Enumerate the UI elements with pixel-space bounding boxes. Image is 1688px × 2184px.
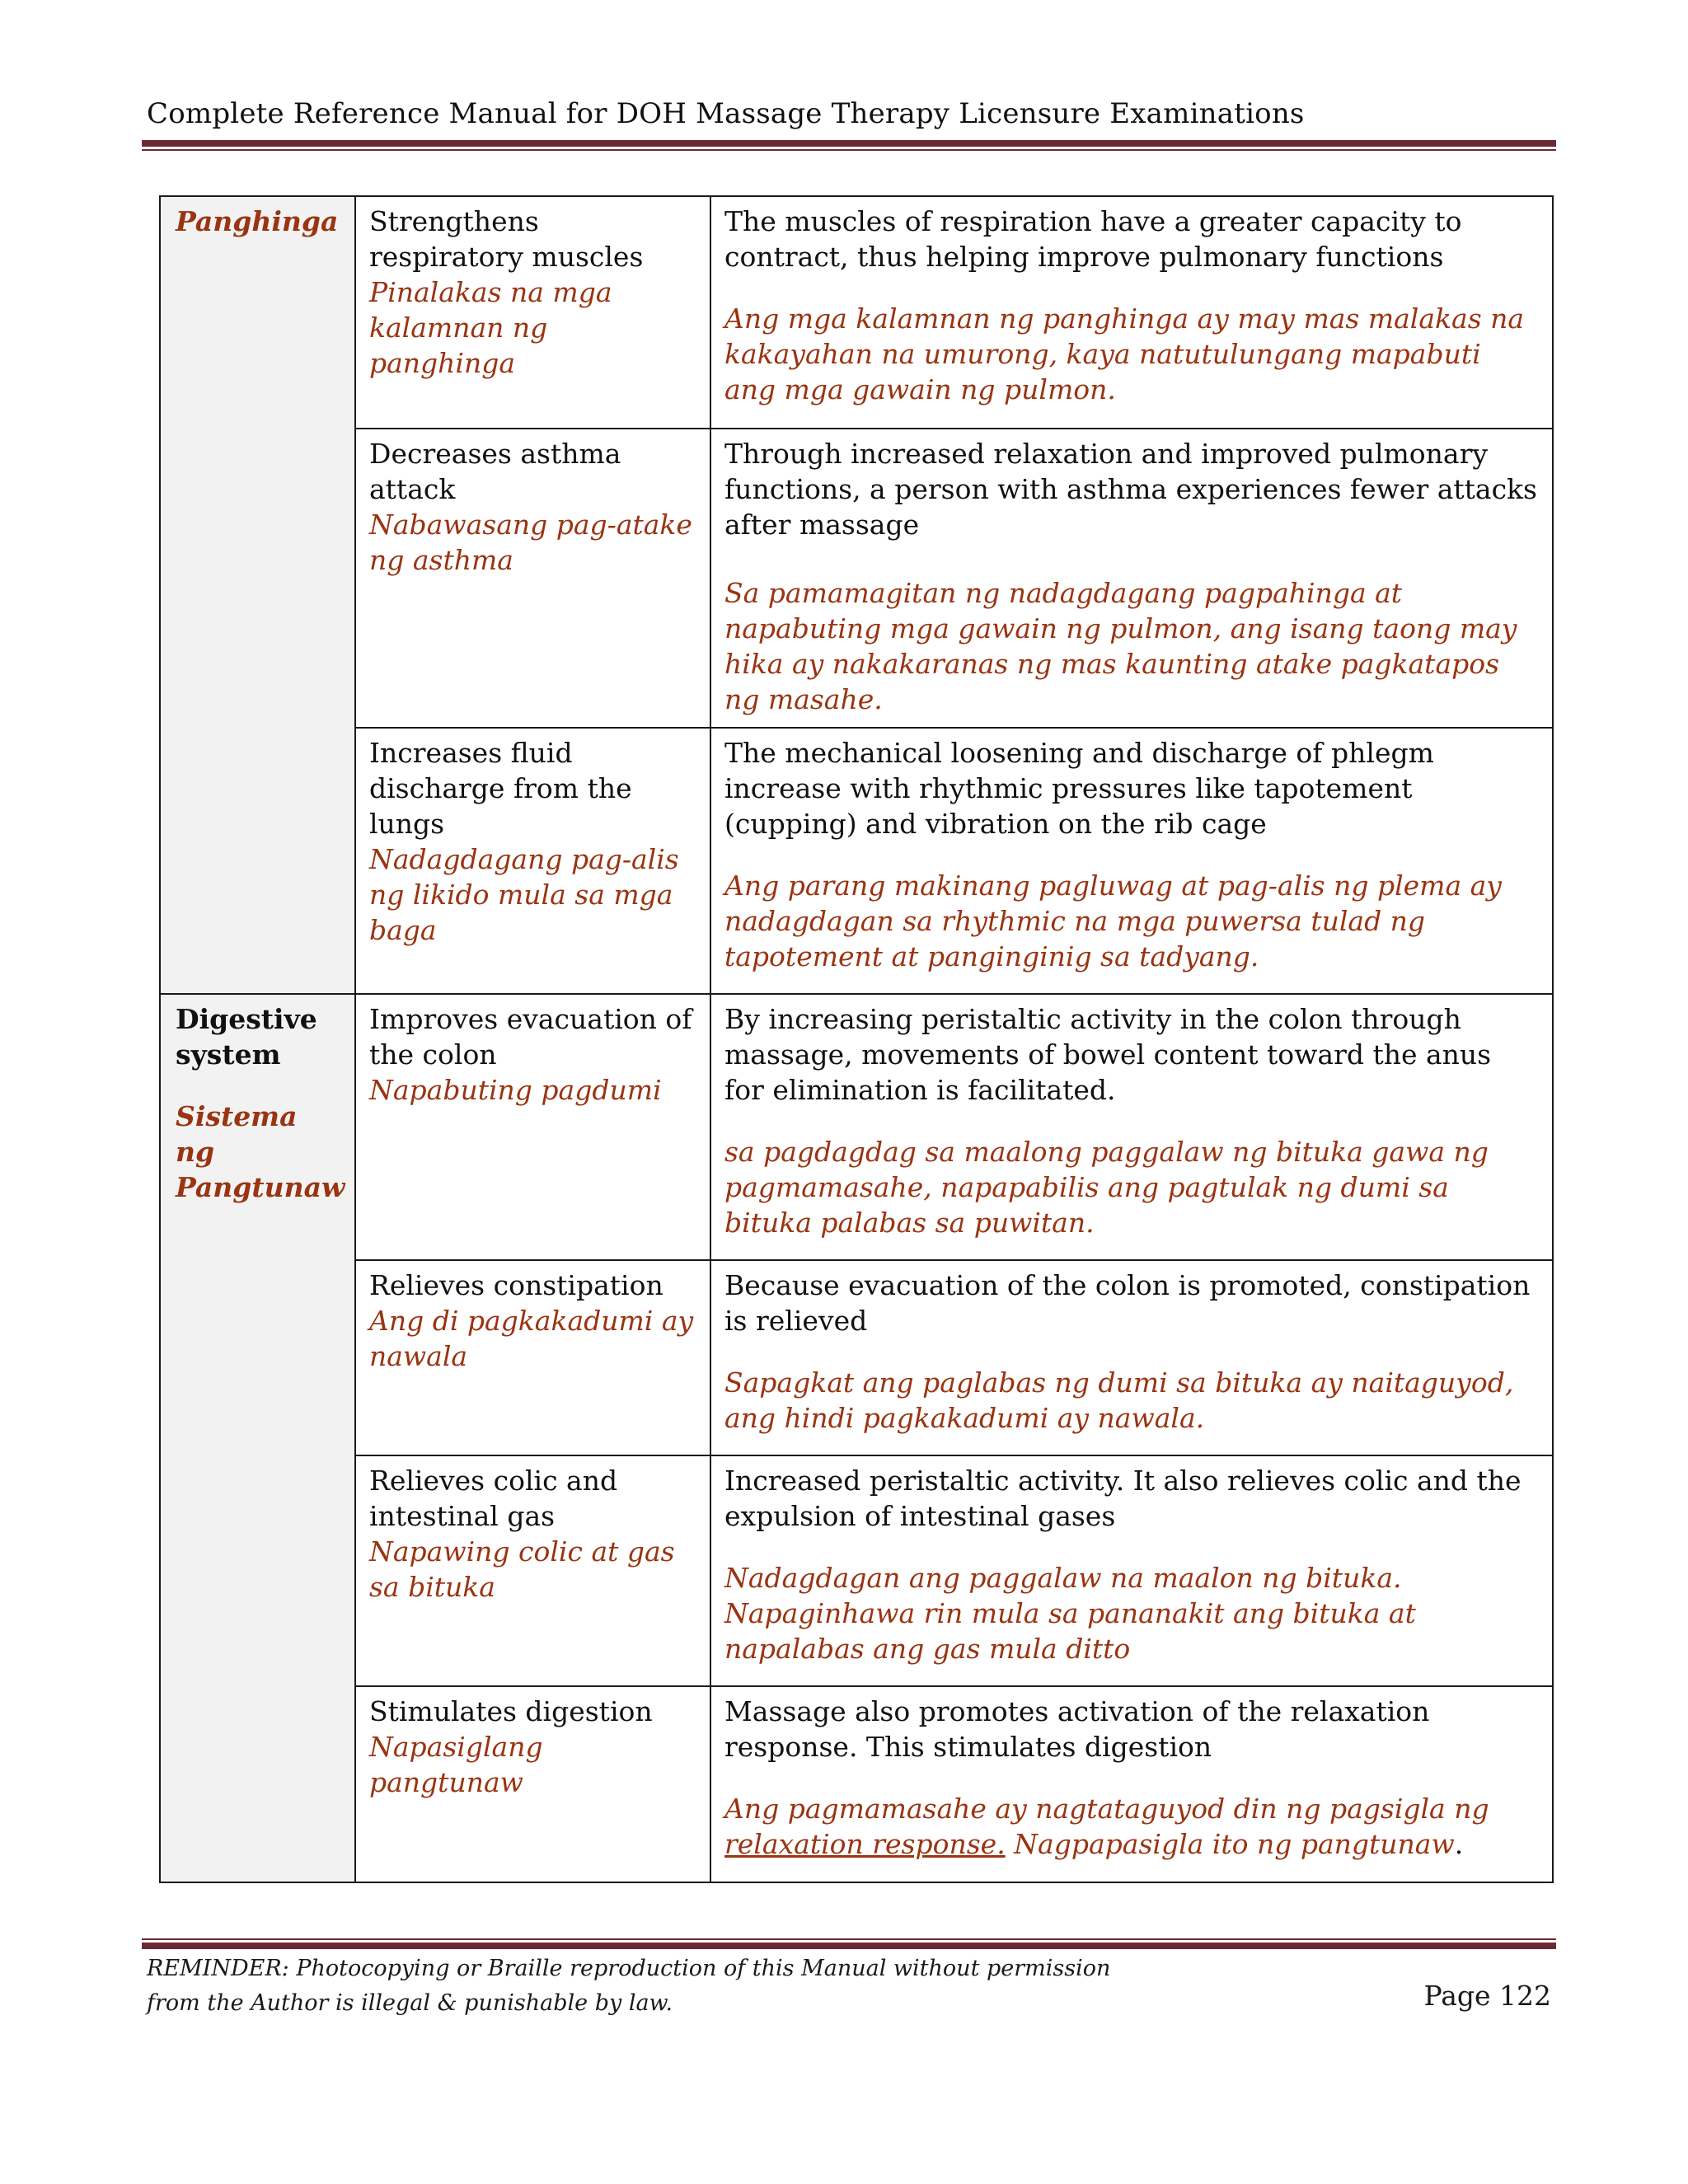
- description-cell: [710, 728, 1553, 994]
- description-cell: [710, 1260, 1553, 1455]
- effect-cell: [355, 429, 710, 728]
- description-cell: [710, 429, 1553, 728]
- description-en: Through increased relaxation and improved pulmonary functions, a person with asthma experiences fewer attacks after massage: [724, 438, 1537, 541]
- effect-cell: [355, 196, 710, 429]
- page-header-title: Complete Reference Manual for DOH Massage Therapy Licensure Examinations: [147, 97, 1305, 130]
- effect-tl: Ang di pagkakadumi ay nawala: [369, 1305, 694, 1372]
- description-tl: Sa pamamagitan ng nadagdagang pagpahinga at napabuting mga gawain ng pulmon, ang isang taong may hika ay nakakaranas ng mas kaunting atake pagkatapos ng masahe.: [724, 577, 1517, 715]
- description-tl: Nadagdagan ang paggalaw na maalon ng bituka. Napaginhawa rin mula sa pananakit ang bituka at napalabas ang gas mula ditto: [724, 1562, 1416, 1665]
- effect-tl: Nadagdagang pag-alis ng likido mula sa mga baga: [369, 843, 679, 946]
- footer-reminder-line1: REMINDER: Photocopying or Braille reproduction of this Manual without permission: [147, 1956, 1111, 1981]
- table-row: [160, 196, 1553, 429]
- description-tl: Ang mga kalamnan ng panghinga ay may mas malakas na kakayahan na umurong, kaya natutulungang mapabuti ang mga gawain ng pulmon.: [724, 302, 1525, 405]
- footer-reminder-line2: from the Author is illegal & punishable by law.: [147, 1990, 673, 2016]
- description-tl: Ang parang makinang pagluwag at pag-alis ng plema ay nadagdagan sa rhythmic na mga puwersa tulad ng tapotement at panginginig sa tadyang.: [724, 869, 1502, 972]
- effect-cell: [355, 1686, 710, 1882]
- effect-tl: Pinalakas na mga kalamnan ng panghinga: [369, 276, 612, 379]
- effect-en: Decreases asthma attack: [369, 438, 621, 505]
- description-en: Massage also promotes activation of the relaxation response. This stimulates digestion: [724, 1695, 1430, 1763]
- description-en: Increased peristaltic activity. It also relieves colic and the expulsion of intestinal gases: [724, 1465, 1522, 1532]
- effect-cell: [355, 728, 710, 994]
- description-tl: [724, 1791, 1539, 1862]
- description-en: The muscles of respiration have a greater capacity to contract, thus helping improve pulmonary functions: [724, 205, 1462, 273]
- table-row: [160, 1686, 1553, 1882]
- header-rule: [142, 140, 1556, 151]
- category-label-tl: Sistema ng Pangtunaw: [176, 1100, 345, 1203]
- effect-en: Relieves constipation: [369, 1269, 663, 1301]
- description-cell: [710, 196, 1553, 429]
- table-row: [160, 1455, 1553, 1686]
- effect-cell: [355, 1260, 710, 1455]
- footer-rule: [142, 1938, 1556, 1949]
- effect-en: Relieves colic and intestinal gas: [369, 1465, 618, 1532]
- description-en: The mechanical loosening and discharge of phlegm increase with rhythmic pressures like tapotement (cupping) and vibration on the rib cage: [724, 737, 1434, 840]
- category-cell-respiratory: [160, 196, 355, 994]
- effect-en: Increases fluid discharge from the lungs: [369, 737, 632, 840]
- description-tl: sa pagdagdag sa maalong paggalaw ng bituka gawa ng pagmamasahe, napapabilis ang pagtulak ng dumi sa bituka palabas sa puwitan.: [724, 1136, 1489, 1239]
- page-number: Page 122: [1423, 1980, 1551, 2012]
- description-en: By increasing peristaltic activity in the colon through massage, movements of bowel content toward the anus for elimination is facilitated.: [724, 1003, 1492, 1106]
- table-row: [160, 429, 1553, 728]
- category-label-tl: Panghinga: [176, 205, 339, 237]
- footer-reminder: [147, 1952, 1110, 2021]
- description-tl-period: .: [1454, 1828, 1464, 1860]
- category-label-en: Digestive system: [176, 1003, 317, 1071]
- effect-en: Strengthens respiratory muscles: [369, 205, 644, 273]
- massage-effects-table: [159, 195, 1554, 1883]
- description-tl-part: Ang pagmamasahe ay nagtataguyod din ng pagsigla ng: [724, 1793, 1489, 1825]
- table-row: [160, 994, 1553, 1260]
- description-cell: [710, 1686, 1553, 1882]
- category-cell-digestive: [160, 994, 355, 1882]
- description-tl: Sapagkat ang paglabas ng dumi sa bituka ay naitaguyod, ang hindi pagkakadumi ay nawala.: [724, 1366, 1514, 1434]
- table-row: [160, 728, 1553, 994]
- effect-en: Stimulates digestion: [369, 1695, 653, 1727]
- effect-tl: Napasiglang pangtunaw: [369, 1731, 543, 1798]
- effect-cell: [355, 1455, 710, 1686]
- description-cell: [710, 994, 1553, 1260]
- effect-cell: [355, 994, 710, 1260]
- description-en: Because evacuation of the colon is promoted, constipation is relieved: [724, 1269, 1531, 1337]
- effect-tl: Napawing colic at gas sa bituka: [369, 1535, 675, 1603]
- effect-tl: Napabuting pagdumi: [369, 1074, 662, 1106]
- description-tl-part: Nagpapasigla ito ng pangtunaw: [1005, 1828, 1455, 1860]
- table-row: [160, 1260, 1553, 1455]
- effect-en: Improves evacuation of the colon: [369, 1003, 692, 1071]
- effect-tl: Nabawasang pag-atake ng asthma: [369, 509, 692, 576]
- relaxation-response-underlined: relaxation response.: [724, 1828, 1006, 1860]
- description-cell: [710, 1455, 1553, 1686]
